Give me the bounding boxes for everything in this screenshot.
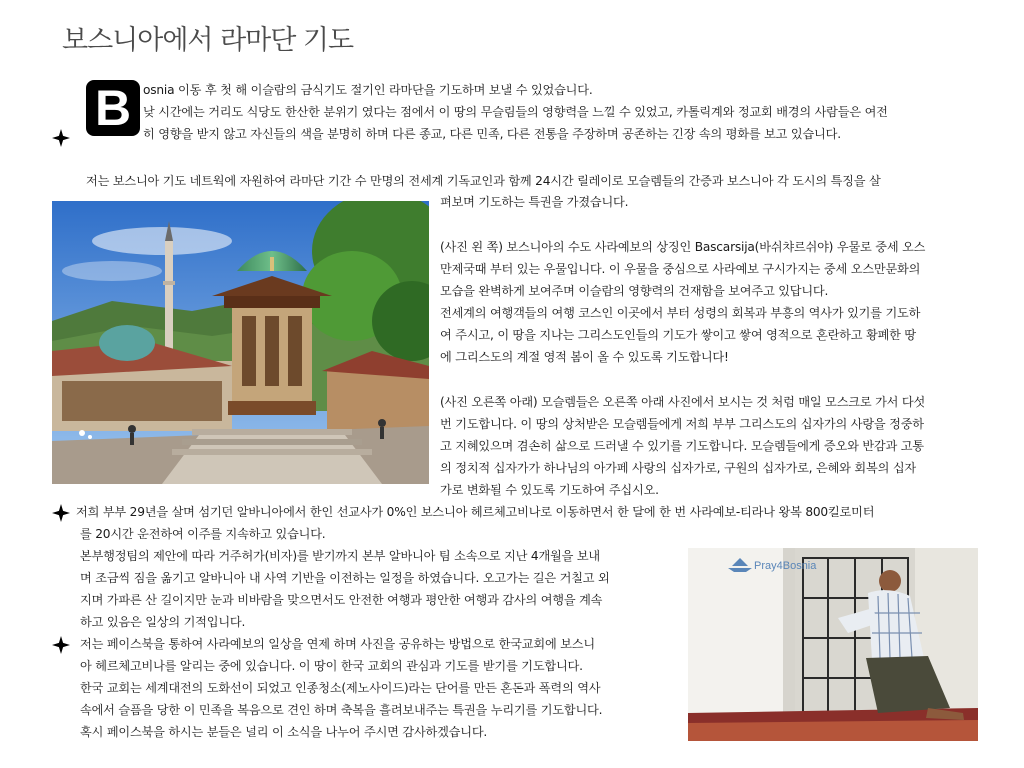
moving-line: 본부행정팀의 제안에 따라 거주허가(비자)를 받기까지 본부 알바니아 팀 소속으로 지난 4개월을 보내 <box>80 549 601 563</box>
photo-right-caption-line: 의 정치적 십자가가 하나님의 아가페 사랑의 십자가로, 구원의 십자가로, 은혜와 회복의 십자 <box>440 461 916 475</box>
four-point-star-icon <box>52 129 70 147</box>
page-title: 보스니아에서 라마단 기도 <box>62 25 354 56</box>
network-line: 저는 보스니아 기도 네트웍에 자원하여 라마단 기간 수 만명의 전세계 기독교인과 함께 24시간 릴레이로 모슬렘들의 간증과 보스니아 각 도시의 특징을 살 <box>86 174 881 188</box>
photo-right-caption-line: (사진 오른쪽 아래) 모슬렘들은 오른쪽 아래 사진에서 보시는 것 처럼 매일 모스크로 가서 다섯 <box>440 395 926 409</box>
facebook-line: 속에서 슬픔을 당한 이 민족을 복음으로 견인 하며 축복을 흘려보내주는 특권을 누리기를 기도합니다. <box>80 703 603 717</box>
facebook-line: 혹시 페이스북을 하시는 분들은 널리 이 소식을 나누어 주시면 감사하겠습니다. <box>80 725 488 739</box>
moving-line: 하고 있음은 일상의 기적입니다. <box>80 615 246 629</box>
watermark-label: Pray4Bosnia <box>754 560 817 572</box>
photo-left-caption-line: 여 주시고, 이 땅을 지나는 그리스도인들의 기도가 쌓이고 쌓여 영적으로 혼란하고 황폐한 땅 <box>440 328 916 342</box>
photo-left-caption-line: (사진 왼 쪽) 보스니아의 수도 사라예보의 상징인 Bascarsija(바쉬챠르쉬야) 우물로 중세 오스 <box>440 240 926 254</box>
facebook-line: 아 헤르체고비나를 알리는 중에 있습니다. 이 땅이 한국 교회의 관심과 기도를 받기를 기도합니다. <box>80 659 583 673</box>
photo-left-caption-line: 전세계의 여행객들의 여행 코스인 이곳에서 부터 성령의 회복과 부흥의 역사가 있기를 기도하 <box>440 306 921 320</box>
drop-cap: B <box>86 80 140 136</box>
intro-line: 낮 시간에는 거리도 식당도 한산한 분위기 였다는 점에서 이 땅의 무슬림들의 영향력을 느낄 수 있었고, 카톨릭계와 정교회 배경의 사람들은 여전 <box>143 105 888 119</box>
couple-line: 를 20시간 운전하여 이주를 지속하고 있습니다. <box>80 527 326 541</box>
praying-man-photo <box>688 548 978 741</box>
moving-line: 지며 가파른 산 길이지만 눈과 비바람을 맞으면서도 안전한 여행과 평안한 여행과 감사의 여행을 계속 <box>80 593 603 607</box>
four-point-star-icon <box>52 504 70 522</box>
network-line: 펴보며 기도하는 특권을 가졌습니다. <box>440 195 629 209</box>
moving-line: 며 조금씩 짐을 옮기고 알바니아 내 사역 기반을 이전하는 일정을 하였습니다. 오고가는 길은 거칠고 외 <box>80 571 610 585</box>
photo-left-caption-line: 만제국때 부터 있는 우물입니다. 이 우물을 중심으로 사라예보 구시가지는 중세 오스만문화의 <box>440 262 921 276</box>
photo-left-caption-line: 모습을 완벽하게 보여주며 이슬람의 영향력의 건재함을 보여주고 있답니다. <box>440 284 829 298</box>
facebook-line: 저는 페이스북을 통하여 사라예보의 일상을 연제 하며 사진을 공유하는 방법으로 한국교회에 보스니 <box>80 637 595 651</box>
intro-line: osnia 이동 후 첫 해 이슬람의 금식기도 절기인 라마단을 기도하며 보낼 수 있었습니다. <box>143 83 593 97</box>
photo-right-caption-line: 번 기도합니다. 이 땅의 상처받은 모슬렘들에게 저희 부부 그리스도의 십자가의 사랑을 정중하 <box>440 417 924 431</box>
couple-line: 저희 부부 29년을 살며 섬기던 알바니아에서 한인 선교사가 0%인 보스니아 헤르체고비나로 이동하면서 한 달에 한 번 사라예보-티라나 왕복 800킬로미터 <box>76 505 875 519</box>
sebilj-fountain-photo <box>52 201 429 484</box>
photo-right-caption-line: 고 지혜있으며 겸손히 삶으로 드러낼 수 있기를 기도합니다. 모슬렘들에게 증오와 반감과 고통 <box>440 439 924 453</box>
photo-right-caption-line: 가로 변화될 수 있도록 기도하여 주십시오. <box>440 483 659 497</box>
facebook-line: 한국 교회는 세계대전의 도화선이 되었고 인종청소(제노사이드)라는 단어를 만든 혼돈과 폭력의 역사 <box>80 681 601 695</box>
intro-line: 히 영향을 받지 않고 자신들의 색을 분명히 하며 다른 종교, 다른 민족, 다른 전통을 주장하며 공존하는 긴장 속의 평화를 보고 있습니다. <box>143 127 841 141</box>
four-point-star-icon <box>52 636 70 654</box>
photo-left-caption-line: 에 그리스도의 계절 영적 봄이 올 수 있도록 기도합니다! <box>440 350 729 364</box>
